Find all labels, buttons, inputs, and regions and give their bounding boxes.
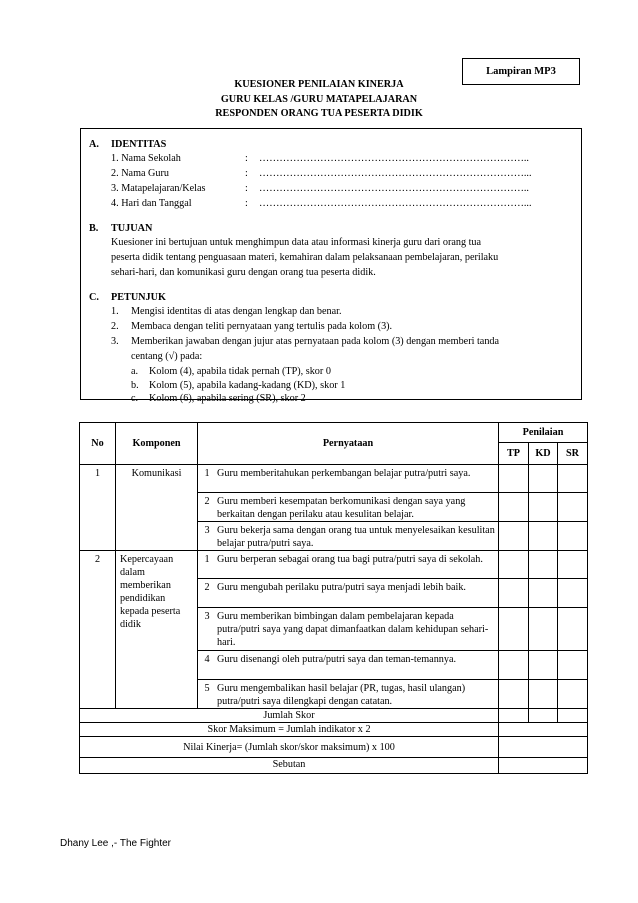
statement-text: Guru disenangi oleh putra/putri saya dan teman-temannya. (217, 654, 457, 665)
summary-row (80, 709, 588, 723)
score-tp-cell[interactable] (499, 608, 529, 651)
summary-row (80, 758, 588, 774)
summary-predicate-value-cell[interactable] (499, 758, 588, 774)
summary-kd-cell[interactable] (529, 709, 558, 723)
title-line-1: KUESIONER PENILAIAN KINERJA (234, 79, 404, 90)
score-tp-cell[interactable] (499, 579, 529, 608)
statement-number: 1 (204, 554, 210, 565)
row-komponen: Kepercayaan dalam memberikan pendidikan kepada peserta didik (116, 551, 198, 709)
field-label-subject: 3. Matapelajaran/Kelas (111, 183, 206, 194)
summary-performance: Nilai Kinerja= (Jumlah skor/skor maksimum) x 100 (80, 737, 499, 758)
section-c-heading: PETUNJUK (111, 292, 166, 303)
statement-text: Guru berperan sebagai orang tua bagi putra/putri saya di sekolah. (217, 554, 483, 565)
assessment-table (79, 422, 588, 774)
title-line-3: RESPONDEN ORANG TUA PESERTA DIDIK (215, 108, 423, 119)
row-no: 1 (80, 465, 116, 551)
score-tp-cell[interactable] (499, 465, 529, 493)
statement-text: Guru bekerja sama dengan orang tua untuk menyelesaikan kesulitan belajar putra/putri saya. (217, 525, 495, 549)
sub-letter: c. (131, 393, 139, 404)
score-tp-cell[interactable] (499, 551, 529, 579)
field-label-teacher: 2. Nama Guru (111, 168, 169, 179)
summary-predicate: Sebutan (80, 758, 499, 774)
header-tp: TP (499, 443, 529, 465)
score-tp-cell[interactable] (499, 680, 529, 709)
score-tp-cell[interactable] (499, 493, 529, 522)
field-colon: : (245, 153, 248, 164)
field-dots-teacher[interactable]: ……………………………………………………………………... (259, 168, 532, 179)
score-kd-cell[interactable] (529, 493, 558, 522)
purpose-line-2: peserta didik tentang penguasaan materi, kemahiran dalam pelaksanaan pembelajaran, perilaku (111, 252, 499, 263)
table-row (80, 465, 588, 493)
instruction-text-cont: centang (√) pada: (131, 351, 203, 362)
score-kd-cell[interactable] (529, 651, 558, 680)
score-kd-cell[interactable] (529, 608, 558, 651)
lampiran-label: Lampiran MP3 (486, 66, 556, 77)
field-colon: : (245, 183, 248, 194)
table-row (80, 551, 588, 579)
section-a-letter: A. (89, 139, 99, 150)
statement-number: 4 (204, 654, 210, 665)
score-sr-cell[interactable] (558, 651, 588, 680)
instruction-num: 3. (111, 336, 119, 347)
summary-performance-value-cell[interactable] (499, 737, 588, 758)
field-dots-subject[interactable]: …………………………………………………………………….. (259, 183, 529, 194)
statement-number: 1 (204, 468, 210, 479)
field-label-date: 4. Hari dan Tanggal (111, 198, 192, 209)
statement-text: Guru memberikan bimbingan dalam pembelajaran kepada putra/putri saya yang dapat dimanfaatkan dalam kehidupan sehari-hari. (217, 611, 489, 648)
statement-text: Guru mengubah perilaku putra/putri saya menjadi lebih baik. (217, 582, 466, 593)
instruction-text: Memberikan jawaban dengan jujur atas pernyataan pada kolom (3) dengan memberi tanda (131, 336, 500, 347)
footer-text: Dhany Lee ,- The Fighter (60, 838, 171, 849)
statement-text: Guru mengembalikan hasil belajar (PR, tugas, hasil ulangan) putra/putri saya dilengkapi dengan catatan. (217, 683, 466, 707)
sub-text: Kolom (5), apabila kadang-kadang (KD), skor 1 (149, 380, 346, 391)
statement-number: 2 (204, 582, 210, 593)
section-a-heading: IDENTITAS (111, 139, 167, 150)
summary-tp-cell[interactable] (499, 709, 529, 723)
field-colon: : (245, 198, 248, 209)
section-b-heading: TUJUAN (111, 223, 153, 234)
purpose-line-1: Kuesioner ini bertujuan untuk menghimpun data atau informasi kinerja guru dari orang tua (111, 237, 482, 248)
statement-number: 2 (204, 496, 210, 507)
header-kd: KD (529, 443, 558, 465)
score-sr-cell[interactable] (558, 608, 588, 651)
summary-row (80, 737, 588, 758)
section-c-letter: C. (89, 292, 99, 303)
score-sr-cell[interactable] (558, 579, 588, 608)
score-kd-cell[interactable] (529, 680, 558, 709)
statement-number: 3 (204, 611, 210, 622)
instruction-num: 1. (111, 306, 119, 317)
header-no: No (80, 423, 116, 465)
sub-text: Kolom (4), apabila tidak pernah (TP), skor 0 (149, 366, 331, 377)
score-sr-cell[interactable] (558, 680, 588, 709)
instruction-text: Mengisi identitas di atas dengan lengkap dan benar. (131, 306, 342, 317)
score-kd-cell[interactable] (529, 579, 558, 608)
summary-max-value-cell[interactable] (499, 723, 588, 737)
score-kd-cell[interactable] (529, 551, 558, 579)
row-no: 2 (80, 551, 116, 709)
header-sr: SR (558, 443, 588, 465)
statement-number: 5 (204, 683, 210, 694)
section-b-letter: B. (89, 223, 99, 234)
sub-text: Kolom (6), apabila sering (SR), skor 2 (149, 393, 306, 404)
title-line-2: GURU KELAS /GURU MATAPELAJARAN (220, 94, 418, 105)
instructions-box (80, 128, 582, 404)
field-dots-school[interactable]: …………………………………………………………………….. (259, 153, 529, 164)
summary-total-score: Jumlah Skor (80, 709, 499, 723)
score-sr-cell[interactable] (558, 493, 588, 522)
field-label-school: 1. Nama Sekolah (111, 153, 181, 164)
row-komponen: Komunikasi (116, 465, 198, 551)
field-colon: : (245, 168, 248, 179)
score-sr-cell[interactable] (558, 551, 588, 579)
header-pernyataan: Pernyataan (198, 423, 499, 465)
statement-number: 3 (204, 525, 210, 536)
statement-text: Guru memberitahukan perkembangan belajar putra/putri saya. (217, 468, 471, 479)
header-komponen: Komponen (116, 423, 198, 465)
purpose-line-3: sehari-hari, dan komunikasi guru dengan orang tua peserta didik. (111, 267, 376, 278)
score-tp-cell[interactable] (499, 651, 529, 680)
summary-row (80, 723, 588, 737)
instruction-num: 2. (111, 321, 119, 332)
score-sr-cell[interactable] (558, 522, 588, 551)
header-penilaian: Penilaian (499, 423, 588, 443)
sub-letter: b. (131, 380, 139, 391)
instruction-text: Membaca dengan teliti pernyataan yang tertulis pada kolom (3). (131, 321, 393, 332)
statement-text: Guru memberi kesempatan berkomunikasi dengan saya yang berkaitan dengan perilaku atau kesulitan belajar. (217, 496, 466, 520)
score-kd-cell[interactable] (529, 522, 558, 551)
field-dots-date[interactable]: ……………………………………………………………………... (259, 198, 532, 209)
sub-letter: a. (131, 366, 139, 377)
score-tp-cell[interactable] (499, 522, 529, 551)
score-sr-cell[interactable] (558, 465, 588, 493)
summary-max-score: Skor Maksimum = Jumlah indikator x 2 (80, 723, 499, 737)
summary-sr-cell[interactable] (558, 709, 588, 723)
score-kd-cell[interactable] (529, 465, 558, 493)
